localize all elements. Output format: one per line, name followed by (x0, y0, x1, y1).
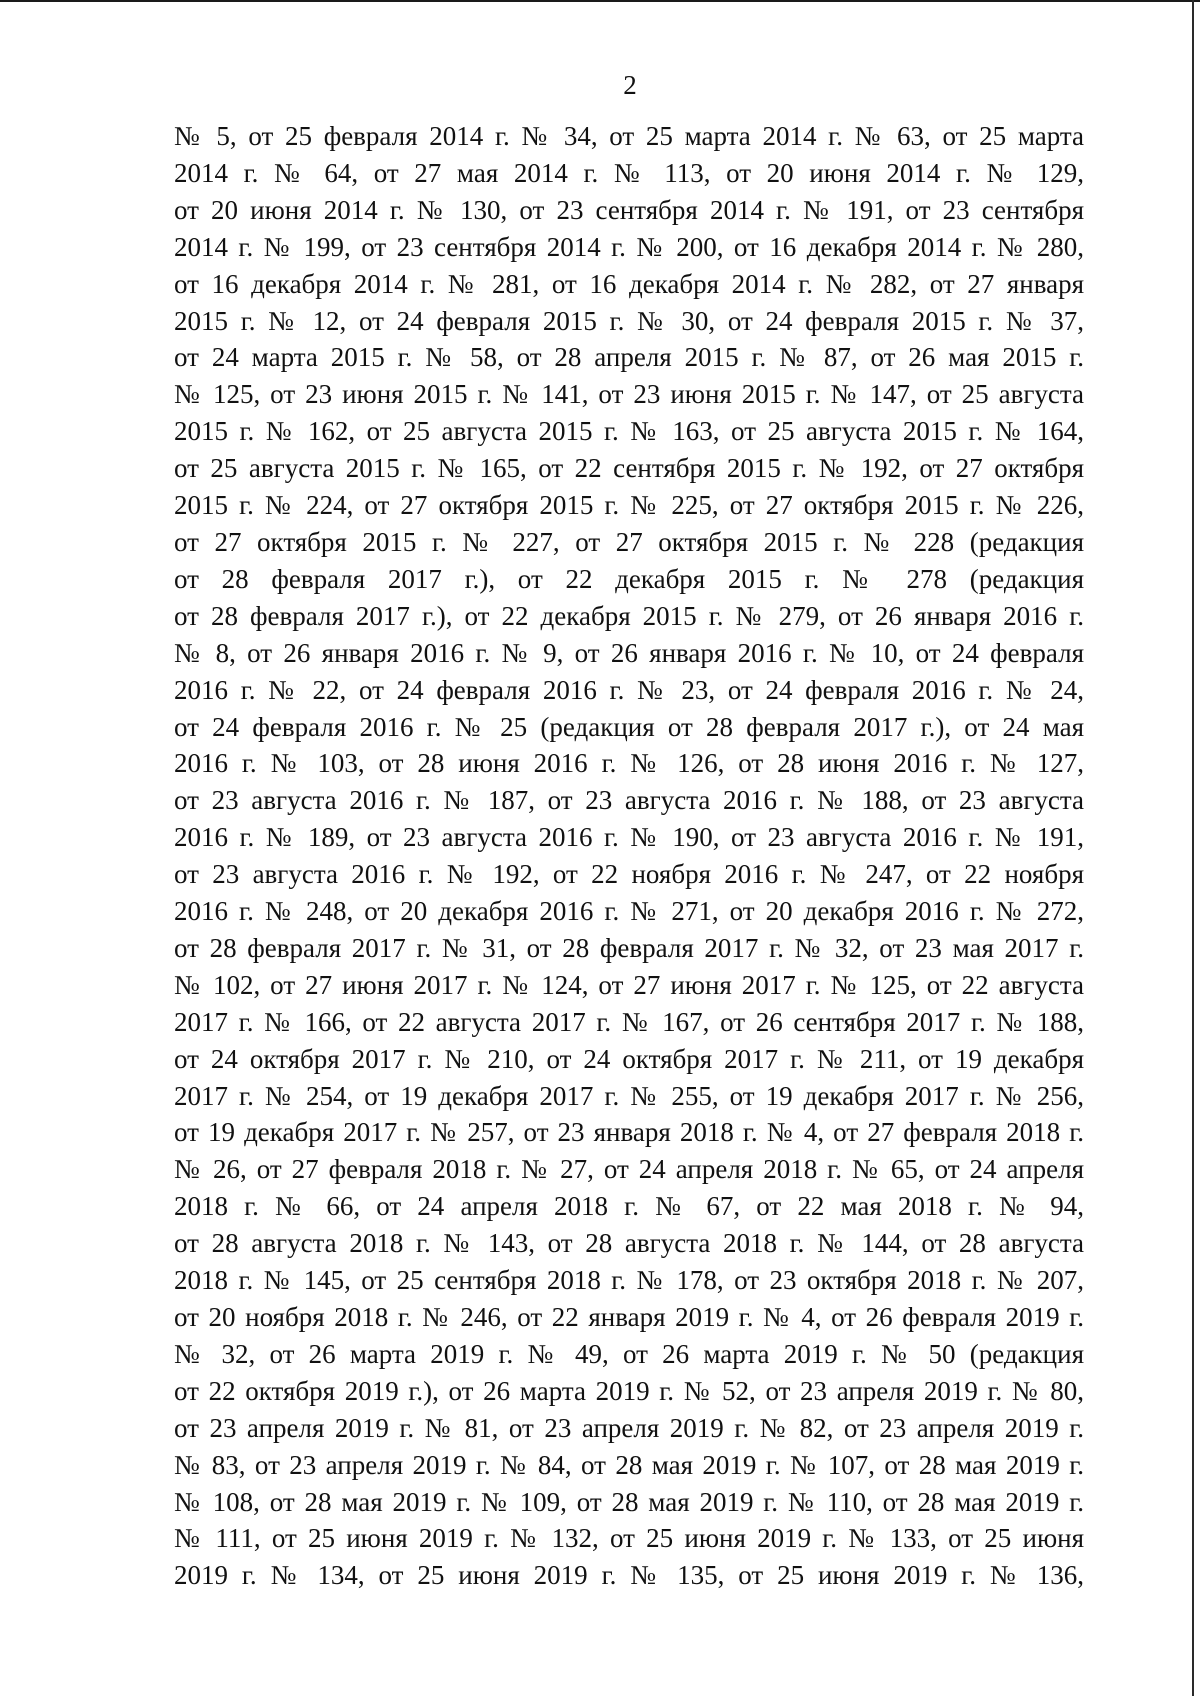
text-line: № 26, от 27 февраля 2018 г. № 27, от 24 апреля 2018 г. № 65, от 24 апреля (174, 1154, 1084, 1185)
text-line: 2019 г. № 134, от 25 июня 2019 г. № 135, от 25 июня 2019 г. № 136, (174, 1560, 1084, 1591)
text-line: от 23 августа 2016 г. № 187, от 23 августа 2016 г. № 188, от 23 августа (174, 785, 1084, 816)
text-line: № 83, от 23 апреля 2019 г. № 84, от 28 мая 2019 г. № 107, от 28 мая 2019 г. (174, 1449, 1084, 1480)
text-line: от 28 февраля 2017 г. № 31, от 28 февраля 2017 г. № 32, от 23 мая 2017 г. (174, 932, 1084, 963)
text-line: 2015 г. № 12, от 24 февраля 2015 г. № 30, от 24 февраля 2015 г. № 37, (174, 305, 1084, 336)
text-line: № 8, от 26 января 2016 г. № 9, от 26 января 2016 г. № 10, от 24 февраля (174, 637, 1084, 668)
text-line: 2015 г. № 162, от 25 августа 2015 г. № 163, от 25 августа 2015 г. № 164, (174, 416, 1084, 447)
text-line: 2016 г. № 189, от 23 августа 2016 г. № 190, от 23 августа 2016 г. № 191, (174, 822, 1084, 853)
text-line: № 111, от 25 июня 2019 г. № 132, от 25 июня 2019 г. № 133, от 25 июня (174, 1523, 1084, 1554)
text-line: от 20 ноября 2018 г. № 246, от 22 января 2019 г. № 4, от 26 февраля 2019 г. (174, 1302, 1084, 1332)
text-line: от 19 декабря 2017 г. № 257, от 23 января 2018 г. № 4, от 27 февраля 2018 г. (174, 1117, 1084, 1148)
text-line: от 22 октября 2019 г.), от 26 марта 2019 г. № 52, от 23 апреля 2019 г. № 80, (174, 1375, 1084, 1406)
text-line: 2017 г. № 254, от 19 декабря 2017 г. № 255, от 19 декабря 2017 г. № 256, (174, 1080, 1084, 1111)
text-line: 2016 г. № 103, от 28 июня 2016 г. № 126, от 28 июня 2016 г. № 127, (174, 748, 1084, 779)
text-line: от 23 августа 2016 г. № 192, от 22 ноября 2016 г. № 247, от 22 ноября (174, 859, 1084, 890)
text-line: от 24 марта 2015 г. № 58, от 28 апреля 2015 г. № 87, от 26 мая 2015 г. (174, 342, 1084, 373)
text-line: от 20 июня 2014 г. № 130, от 23 сентября 2014 г. № 191, от 23 сентября (174, 194, 1084, 225)
text-line: № 32, от 26 марта 2019 г. № 49, от 26 марта 2019 г. № 50 (редакция (174, 1338, 1084, 1369)
scan-edge-top (0, 0, 1200, 2)
text-line: 2017 г. № 166, от 22 августа 2017 г. № 167, от 26 сентября 2017 г. № 188, (174, 1006, 1084, 1037)
body-text (174, 118, 1084, 1594)
text-line: 2016 г. № 248, от 20 декабря 2016 г. № 271, от 20 декабря 2016 г. № 272, (174, 896, 1084, 927)
text-line: № 108, от 28 мая 2019 г. № 109, от 28 мая 2019 г. № 110, от 28 мая 2019 г. (174, 1486, 1084, 1517)
text-line: 2018 г. № 145, от 25 сентября 2018 г. № 178, от 23 октября 2018 г. № 207, (174, 1265, 1084, 1296)
text-line: от 24 октября 2017 г. № 210, от 24 октября 2017 г. № 211, от 19 декабря (174, 1043, 1084, 1074)
text-line: № 5, от 25 февраля 2014 г. № 34, от 25 марта 2014 г. № 63, от 25 марта (174, 121, 1084, 151)
scan-edge-right (1192, 0, 1194, 1696)
text-line: 2014 г. № 199, от 23 сентября 2014 г. № 200, от 16 декабря 2014 г. № 280, (174, 231, 1084, 262)
text-line: от 24 февраля 2016 г. № 25 (редакция от 28 февраля 2017 г.), от 24 мая (174, 711, 1084, 742)
text-line: от 28 августа 2018 г. № 143, от 28 августа 2018 г. № 144, от 28 августа (174, 1228, 1084, 1259)
text-line: 2015 г. № 224, от 27 октября 2015 г. № 225, от 27 октября 2015 г. № 226, (174, 490, 1084, 521)
text-line: от 23 апреля 2019 г. № 81, от 23 апреля 2019 г. № 82, от 23 апреля 2019 г. (174, 1412, 1084, 1443)
text-line: от 27 октября 2015 г. № 227, от 27 октября 2015 г. № 228 (редакция (174, 526, 1084, 557)
text-line: от 28 февраля 2017 г.), от 22 декабря 2015 г. № 278 (редакция (174, 563, 1084, 594)
page-number: 2 (623, 70, 637, 100)
text-line: от 28 февраля 2017 г.), от 22 декабря 2015 г. № 279, от 26 января 2016 г. (174, 600, 1084, 631)
text-line: от 16 декабря 2014 г. № 281, от 16 декабря 2014 г. № 282, от 27 января (174, 268, 1084, 299)
text-line: 2014 г. № 64, от 27 мая 2014 г. № 113, от 20 июня 2014 г. № 129, (174, 157, 1084, 188)
text-line: № 102, от 27 июня 2017 г. № 124, от 27 июня 2017 г. № 125, от 22 августа (174, 969, 1084, 1000)
text-line: 2018 г. № 66, от 24 апреля 2018 г. № 67, от 22 мая 2018 г. № 94, (174, 1191, 1084, 1222)
text-line: 2016 г. № 22, от 24 февраля 2016 г. № 23, от 24 февраля 2016 г. № 24, (174, 674, 1084, 705)
text-line: № 125, от 23 июня 2015 г. № 141, от 23 июня 2015 г. № 147, от 25 августа (174, 379, 1084, 410)
text-line: от 25 августа 2015 г. № 165, от 22 сентября 2015 г. № 192, от 27 октября (174, 453, 1084, 484)
